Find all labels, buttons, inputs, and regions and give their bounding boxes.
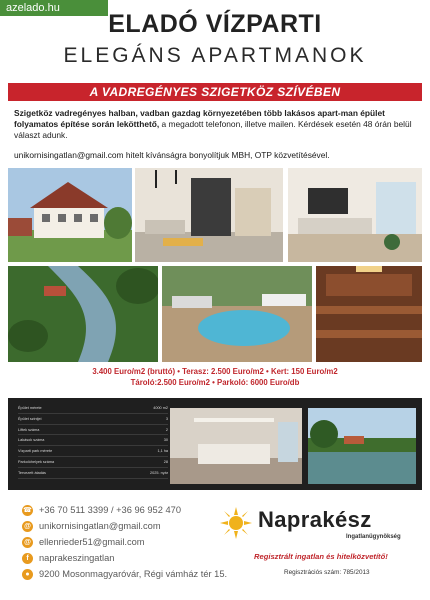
phone-icon: ☎: [23, 506, 32, 514]
email2-text: ellenrieder51@gmail.com: [39, 537, 145, 547]
brand-subtitle: Ingatlanügynökség: [346, 534, 401, 540]
spec-value: 4000 m2: [153, 406, 168, 410]
brand-tagline: Regisztrált ingatlan és hitelközvetítő!: [254, 552, 388, 561]
specs-table: [18, 403, 168, 479]
living-room-photo: [288, 168, 422, 262]
spec-value: 2: [165, 427, 168, 432]
spec-row: [18, 425, 168, 436]
price-list: [0, 366, 430, 388]
brand-name: Naprakész: [258, 507, 372, 532]
registration-number: Regisztrációs szám: 785/2013: [284, 569, 370, 576]
lake-photo: [308, 408, 416, 484]
specs-panel: [8, 398, 422, 490]
contact-list: [22, 502, 242, 582]
contact-facebook[interactable]: [22, 550, 242, 566]
spec-row: [18, 457, 168, 468]
contact-address: [22, 566, 242, 582]
email1-text: unikornisingatlan@gmail.com: [39, 521, 161, 531]
spec-label: Épület mérete: [18, 406, 42, 410]
intro-normal: a megadott telefonon, illetve mailen. Kérdések esetén 48 órán belül választ adunk.: [14, 119, 412, 140]
spec-value: 3: [165, 416, 168, 421]
sauna-photo: [316, 266, 422, 362]
spec-value: 28: [163, 459, 168, 464]
phone-text: +36 70 511 3399 / +36 96 952 470: [39, 505, 181, 515]
intro-text: [14, 108, 418, 141]
contact-email-2[interactable]: [22, 534, 242, 550]
river-aerial-photo: [8, 266, 158, 362]
banner: A VADREGÉNYES SZIGETKÖZ SZÍVÉBEN: [8, 83, 422, 101]
facebook-icon: f: [22, 553, 33, 564]
email-icon: @: [22, 521, 33, 532]
address-text: 9200 Mosonmagyaróvár, Régi vámház tér 15.: [39, 569, 228, 579]
spec-label: Lakások száma: [18, 438, 45, 443]
spec-label: Parkolóhelyek száma: [18, 459, 55, 464]
spec-row: [18, 468, 168, 479]
watermark: azelado.hu: [0, 0, 108, 16]
spec-row: [18, 414, 168, 425]
finance-line: unikornisingatlan@gmail.com hitelt kívánságra bonyolítjuk MBH, OTP közvetítésével.: [14, 150, 330, 160]
spec-label: Liftek száma: [18, 427, 40, 432]
spec-row: [18, 435, 168, 446]
title-line1: ELADÓ VÍZPARTI: [108, 10, 322, 38]
pool-resort-photo: [162, 266, 312, 362]
facebook-text: naprakeszingatlan: [39, 553, 115, 563]
title-line2: ELEGÁNS APARTMANOK: [63, 44, 367, 67]
spec-label: Vízparti park mérete: [18, 449, 53, 454]
email-icon: @: [22, 537, 33, 548]
spec-value: 30: [163, 438, 168, 443]
price-line-2: Tároló:2.500 Euro/m2 • Parkoló: 6000 Euro/db: [130, 378, 300, 387]
spec-row: [18, 403, 168, 414]
spec-label: Épület szintjei: [18, 416, 42, 421]
price-line-1: 3.400 Euro/m2 (bruttó) • Terasz: 2.500 Euro/m2 • Kert: 150 Euro/m2: [92, 367, 338, 376]
spec-value: 2025. nyár: [150, 470, 168, 475]
building-exterior-photo: [8, 168, 132, 262]
kitchen-interior-photo: [135, 168, 283, 262]
spec-value: 1,1 ha: [157, 449, 168, 454]
intro-bold: Szigetköz vadregényes halban, vadban gazdag környezetében több lakásos apart-man épület folyamatos építése során lekötthető,: [14, 108, 385, 129]
contact-phone[interactable]: [22, 502, 242, 518]
contact-email-1[interactable]: [22, 518, 242, 534]
spec-label: Tervezett átadás: [18, 470, 46, 475]
sun-logo-icon: [220, 507, 252, 539]
bedroom-photo: [170, 408, 302, 484]
spec-row: [18, 446, 168, 457]
location-pin-icon: ●: [22, 569, 33, 580]
